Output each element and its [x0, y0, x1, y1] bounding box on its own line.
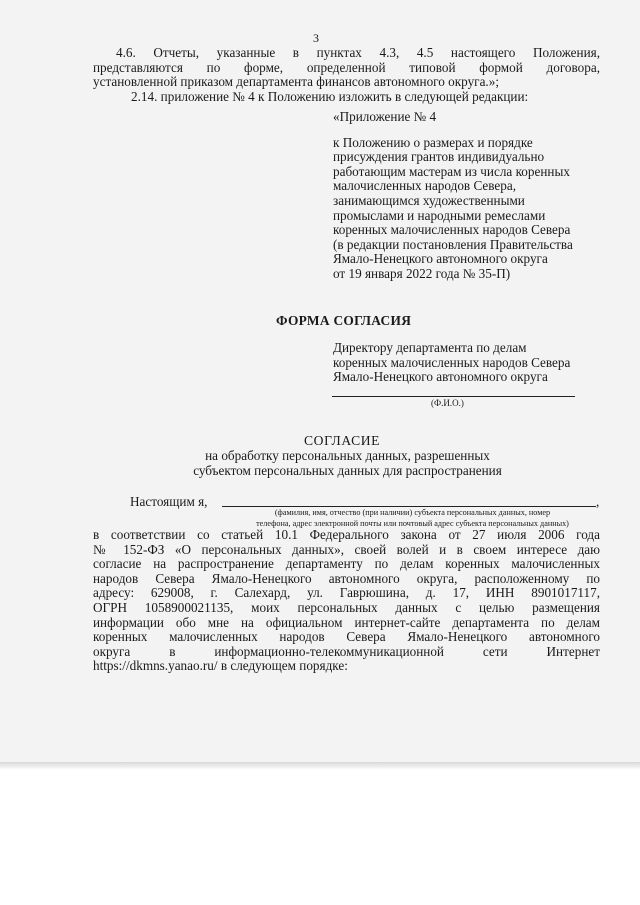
body-line: народов Севера Ямало-Ненецкого автономного округа, расположенному по	[93, 571, 600, 586]
appendix-header	[333, 110, 573, 282]
caption-line: (фамилия, имя, отчество (при наличии) субъекта персональных данных, номер	[274, 508, 551, 517]
body-line: № 152-ФЗ «О персональных данных», своей волей и в своем интересе даю	[93, 542, 600, 557]
body-line: адресу: 629008, г. Салехард, ул. Гаврюшина, д. 17, ИНН 8901017117,	[93, 586, 600, 601]
hereby-label: Настоящим я,	[130, 494, 208, 509]
paragraph-line: 4.6. Отчеты, указанные в пунктах 4.3, 4.5 настоящего Положения,	[116, 46, 600, 60]
body-line: коренных малочисленных народов Севера Ямало-Ненецкого автономного	[93, 630, 600, 645]
addressee-block	[333, 341, 570, 385]
consent-subtitle-line: субъектом персональных данных для распространения	[193, 462, 502, 478]
caption-line: телефона, адрес электронной почты или почтовый адрес субъекта персональных данных)	[256, 519, 569, 528]
paragraph-4-6	[93, 46, 600, 104]
appendix-line: Ямало-Ненецкого автономного округа	[333, 251, 548, 267]
addressee-line: коренных малочисленных народов Севера	[333, 354, 571, 370]
appendix-line: работающим мастерам из числа коренных	[333, 163, 570, 179]
page-bottom-edge	[0, 762, 640, 770]
body-line: согласие на распространение департаменту по делам коренных малочисленных	[93, 557, 600, 572]
addressee-line: Ямало-Ненецкого автономного округа	[333, 369, 548, 385]
body-line: информации обо мне на официальном интернет-сайте департамента по делам	[93, 615, 600, 630]
appendix-line: коренных малочисленных народов Севера	[333, 222, 571, 238]
item-2-14: 2.14. приложение № 4 к Положению изложить в следующей редакции:	[131, 88, 529, 104]
form-title: ФОРМА СОГЛАСИЯ	[276, 313, 412, 328]
appendix-title: «Приложение № 4	[333, 109, 437, 124]
fio-signature-line	[332, 396, 575, 397]
hereby-comma: ,	[596, 494, 600, 509]
appendix-line: малочисленных народов Севера,	[333, 178, 517, 194]
consent-body	[93, 528, 600, 674]
paragraph-line: установленной приказом департамента финансов автономного округа.»;	[93, 74, 499, 90]
body-line: в соответствии со статьей 10.1 Федерального закона от 27 июля 2006 года	[93, 528, 600, 542]
appendix-line: промыслами и народными ремеслами	[333, 207, 546, 223]
fio-caption: (Ф.И.О.)	[431, 398, 464, 408]
appendix-line: от 19 января 2022 года № 35-П)	[333, 265, 511, 281]
body-line: ОГРН 1058900021135, моих персональных данных с целью размещения	[93, 600, 600, 615]
paragraph-line: представляются по форме, определенной типовой формой договора,	[93, 60, 600, 75]
consent-title: СОГЛАСИЕ	[304, 433, 381, 448]
page-number: 3	[313, 31, 319, 45]
appendix-line: (в редакции постановления Правительства	[333, 236, 573, 252]
body-line: https://dkmns.yanao.ru/ в следующем порядке:	[93, 658, 348, 674]
appendix-line: занимающимся художественными	[333, 192, 525, 208]
consent-subtitle	[140, 449, 555, 478]
appendix-line: к Положению о размерах и порядке	[333, 134, 533, 150]
appendix-line: присуждения грантов индивидуально	[333, 149, 545, 165]
addressee-line: Директору департамента по делам	[333, 340, 527, 355]
name-fill-caption	[220, 507, 605, 529]
consent-subtitle-line: на обработку персональных данных, разрешенных	[205, 448, 490, 463]
body-line: округа в информационно-телекоммуникационной сети Интернет	[93, 644, 600, 659]
